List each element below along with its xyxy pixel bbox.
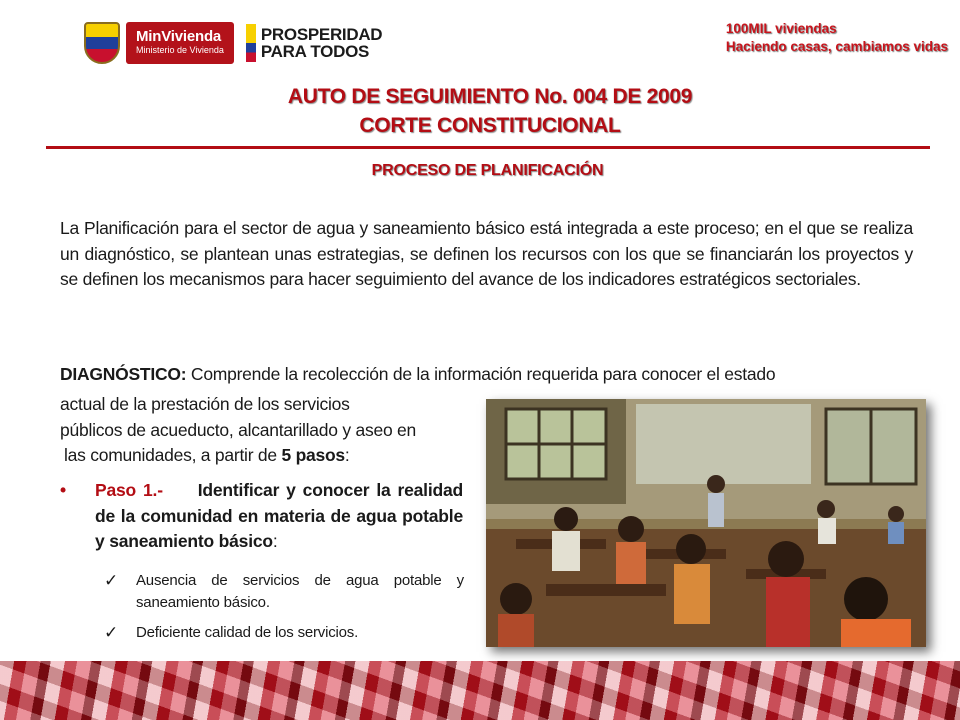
page-title: AUTO DE SEGUIMIENTO No. 004 DE 2009 xyxy=(287,85,693,108)
diagnostico-label: DIAGNÓSTICO: xyxy=(60,364,187,384)
check-item xyxy=(104,570,464,614)
page-title-line2: CORTE CONSTITUCIONAL xyxy=(359,114,621,137)
coat-of-arms-icon xyxy=(84,22,120,64)
diagnostico-line3: públicos de acueducto, alcantarillado y aseo en xyxy=(60,419,416,440)
checkmark-icon: ✓ xyxy=(104,571,119,590)
step-1 xyxy=(60,478,463,555)
check-item-text: Deficiente calidad de los servicios. xyxy=(136,624,359,641)
diagnostico-line4-bold: 5 pasos xyxy=(281,445,345,465)
diagnostico-line4-pre: las comunidades, a partir de xyxy=(64,445,282,465)
step-1-suffix: : xyxy=(272,531,278,551)
slogan-line2: PARA TODOS xyxy=(260,42,370,61)
check-item xyxy=(104,622,464,644)
step-1-number: Paso 1.- xyxy=(95,480,163,500)
diagnostico-continuation xyxy=(60,392,416,469)
step-1-text: Identificar y conocer la realidad de la comunidad en materia de agua potable y saneamiento básico xyxy=(95,480,464,551)
title-block xyxy=(0,82,960,140)
checkmark-icon: ✓ xyxy=(104,623,119,642)
bullet-icon: • xyxy=(60,480,66,500)
slogan-line1: PROSPERIDAD xyxy=(260,25,383,44)
tagline-line1: 100MIL viviendas xyxy=(725,21,837,36)
footer-crowd-image xyxy=(0,661,960,720)
step-1-body xyxy=(95,478,463,555)
section-subtitle: PROCESO DE PLANIFICACIÓN xyxy=(371,162,604,179)
tagline xyxy=(726,20,948,56)
diagnostico-line4-post: : xyxy=(344,445,350,465)
community-meeting-photo xyxy=(486,399,926,647)
minvivienda-logo xyxy=(126,22,234,64)
diagnostico-line4 xyxy=(60,443,416,469)
tagline-line2: Haciendo casas, cambiamos vidas xyxy=(725,39,948,54)
ministry-name: MinVivienda xyxy=(136,28,222,45)
colombia-flag-icon xyxy=(246,24,256,62)
check-item-text: Ausencia de servicios de agua potable y saneamiento básico. xyxy=(136,572,464,611)
intro-paragraph: La Planificación para el sector de agua y saneamiento básico está integrada a este proceso; en el que se realiza un diagnóstico, se plantean unas estrategias, se definen los recursos con los que se financiarán los proyectos y se definen los mecanismos para hacer seguimiento del avance de los indicadores estratégicos sectoriales. xyxy=(60,218,913,289)
diagnostico-line2: actual de la prestación de los servicios xyxy=(60,394,350,414)
ministry-subtitle: Ministerio de Vivienda xyxy=(136,45,224,55)
step-1-checklist xyxy=(104,570,464,652)
diagnostico-paragraph xyxy=(60,362,913,388)
header-logos xyxy=(84,18,382,68)
footer-tint xyxy=(0,661,960,720)
diagnostico-line1: Comprende la recolección de la información requerida para conocer el estado xyxy=(186,364,776,384)
prosperidad-logo xyxy=(261,26,382,60)
title-divider xyxy=(46,146,930,149)
